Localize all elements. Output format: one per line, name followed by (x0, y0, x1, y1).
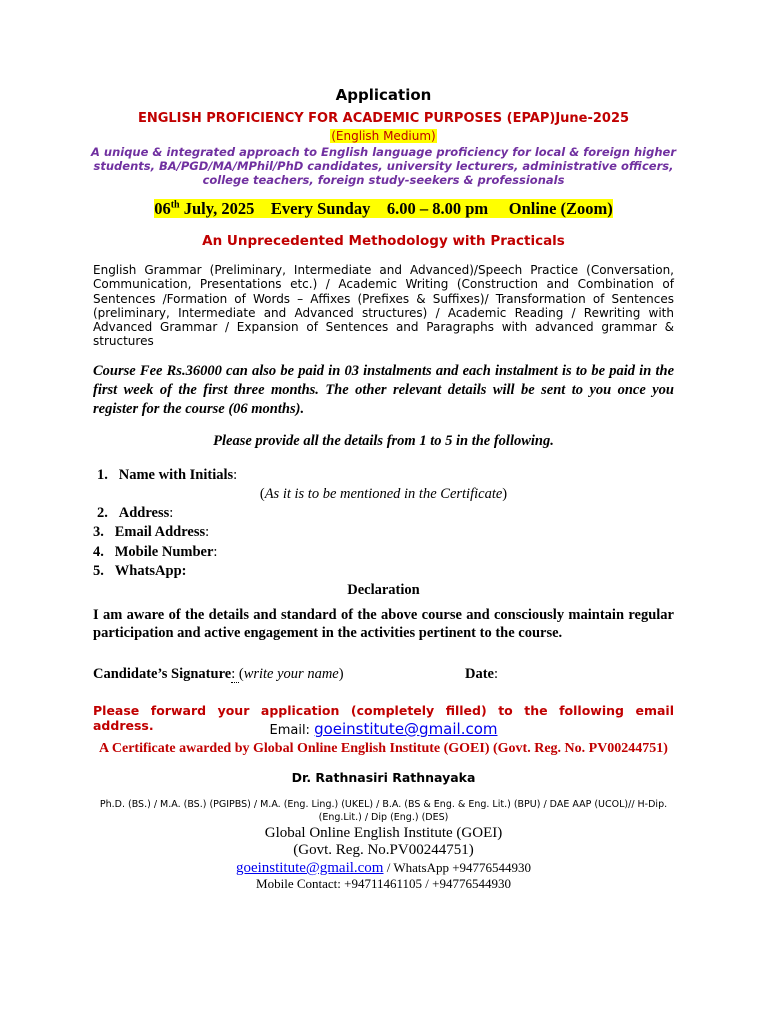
whatsapp-contact: / WhatsApp +94776544930 (383, 860, 532, 875)
field-number: 5. (93, 563, 104, 579)
contact-email-link[interactable]: goeinstitute@gmail.com (235, 860, 384, 876)
field-label: Mobile Number (114, 544, 214, 560)
form-field-address (97, 505, 173, 522)
signatory-qualifications: Ph.D. (BS.) / M.A. (BS.) (PGIPBS) / M.A. (Eng. Ling.) (UKEL) / B.A. (BS & Eng. & Eng. Lit.) (BPU) / DAE AAP (UCOL)// H-Dip. (Eng.Lit.) / Dip (Eng.) (DES) (99, 799, 668, 823)
date-line (465, 666, 498, 683)
page-title: Application (335, 86, 432, 104)
field-number: 1. (97, 467, 108, 483)
medium-text: (English Medium) (331, 129, 436, 143)
schedule-highlight (154, 199, 613, 218)
field-number: 2. (97, 505, 108, 521)
forward-note: Please forward your application (completely filled) to the following email address. (93, 703, 674, 733)
signature-hint: write your name (243, 666, 339, 682)
field-colon: : (205, 524, 210, 540)
field-label: Email Address (114, 524, 206, 540)
methodology-heading: An Unprecedented Methodology with Practicals (202, 233, 565, 249)
registration-number: (Govt. Reg. No.PV00244751) (293, 842, 474, 858)
contact-line (93, 860, 674, 877)
field-number: 4. (93, 544, 104, 560)
schedule-banner (93, 199, 674, 219)
email-link[interactable]: goeinstitute@gmail.com (314, 720, 498, 738)
mobile-contact: Mobile Contact: +94711461105 / +94776544930 (256, 876, 511, 891)
field-colon: : (169, 505, 174, 521)
form-field-whatsapp (93, 563, 186, 580)
name-note-text: As it is to be mentioned in the Certificate (264, 486, 503, 502)
fee-note: Course Fee Rs.36000 can also be paid in 03 instalments and each instalment is to be paid in the first week of the first three months. The other relevant details will be sent to you once you register for the course (06 months). (93, 363, 674, 417)
signatory-name: Dr. Rathnasiri Rathnayaka (291, 770, 476, 785)
field-number: 3. (93, 524, 104, 540)
course-description: A unique & integrated approach to English language proficiency for local & foreign higher students, BA/PGD/MA/MPhil/PhD candidates, university lecturers, administrative officers, college teachers, foreign study-seekers & professionals (90, 145, 676, 187)
field-colon: : (213, 544, 218, 560)
instruction-text: Please provide all the details from 1 to 5 in the following. (213, 433, 554, 449)
certificate-note: A Certificate awarded by Global Online English Institute (GOEI) (Govt. Reg. No. PV00244751) (99, 741, 668, 756)
schedule-day-suffix: th (170, 199, 180, 211)
name-field-note: (As it is to be mentioned in the Certificate) (259, 486, 508, 502)
syllabus-text: English Grammar (Preliminary, Intermediate and Advanced)/Speech Practice (Conversation, Communication, Presentations etc.) / Academic Writing (Construction and Combination of Sentences /Formation of Words – Affixes (Prefixes & Suffixes)/ Transformation of Sentences (preliminary, Intermediate and Advanced structures) / Academic Reading / Rewriting with Advanced Grammar / Expansion of Sentences and Paragraphs with advanced grammar & structures (93, 263, 674, 349)
date-colon: : (494, 666, 499, 682)
signature-line: Candidate’s Signature: (write your name) (93, 666, 344, 682)
field-label: Name with Initials (118, 467, 234, 483)
declaration-title: Declaration (347, 582, 420, 598)
signature-colon: : (231, 666, 239, 682)
email-line (93, 720, 674, 738)
date-label: Date (465, 666, 494, 682)
schedule-details: July, 2025 Every Sunday 6.00 – 8.00 pm Online (Zoom) (179, 199, 613, 218)
field-label: Address (118, 505, 170, 521)
schedule-day: 06 (154, 199, 171, 218)
form-field-email (93, 524, 209, 541)
field-label: WhatsApp: (114, 563, 187, 579)
form-field-name (97, 467, 237, 484)
field-colon: : (233, 467, 238, 483)
email-label: Email: (269, 723, 315, 738)
institute-name: Global Online English Institute (GOEI) (264, 825, 503, 841)
course-title: ENGLISH PROFICIENCY FOR ACADEMIC PURPOSES (EPAP)June-2025 (137, 111, 630, 126)
medium-label (93, 129, 674, 143)
form-field-mobile (93, 544, 217, 561)
declaration-text: I am aware of the details and standard of the above course and consciously maintain regular participation and active engagement in the activities pertinent to the course. (93, 607, 674, 641)
signature-label: Candidate’s Signature (93, 666, 232, 682)
